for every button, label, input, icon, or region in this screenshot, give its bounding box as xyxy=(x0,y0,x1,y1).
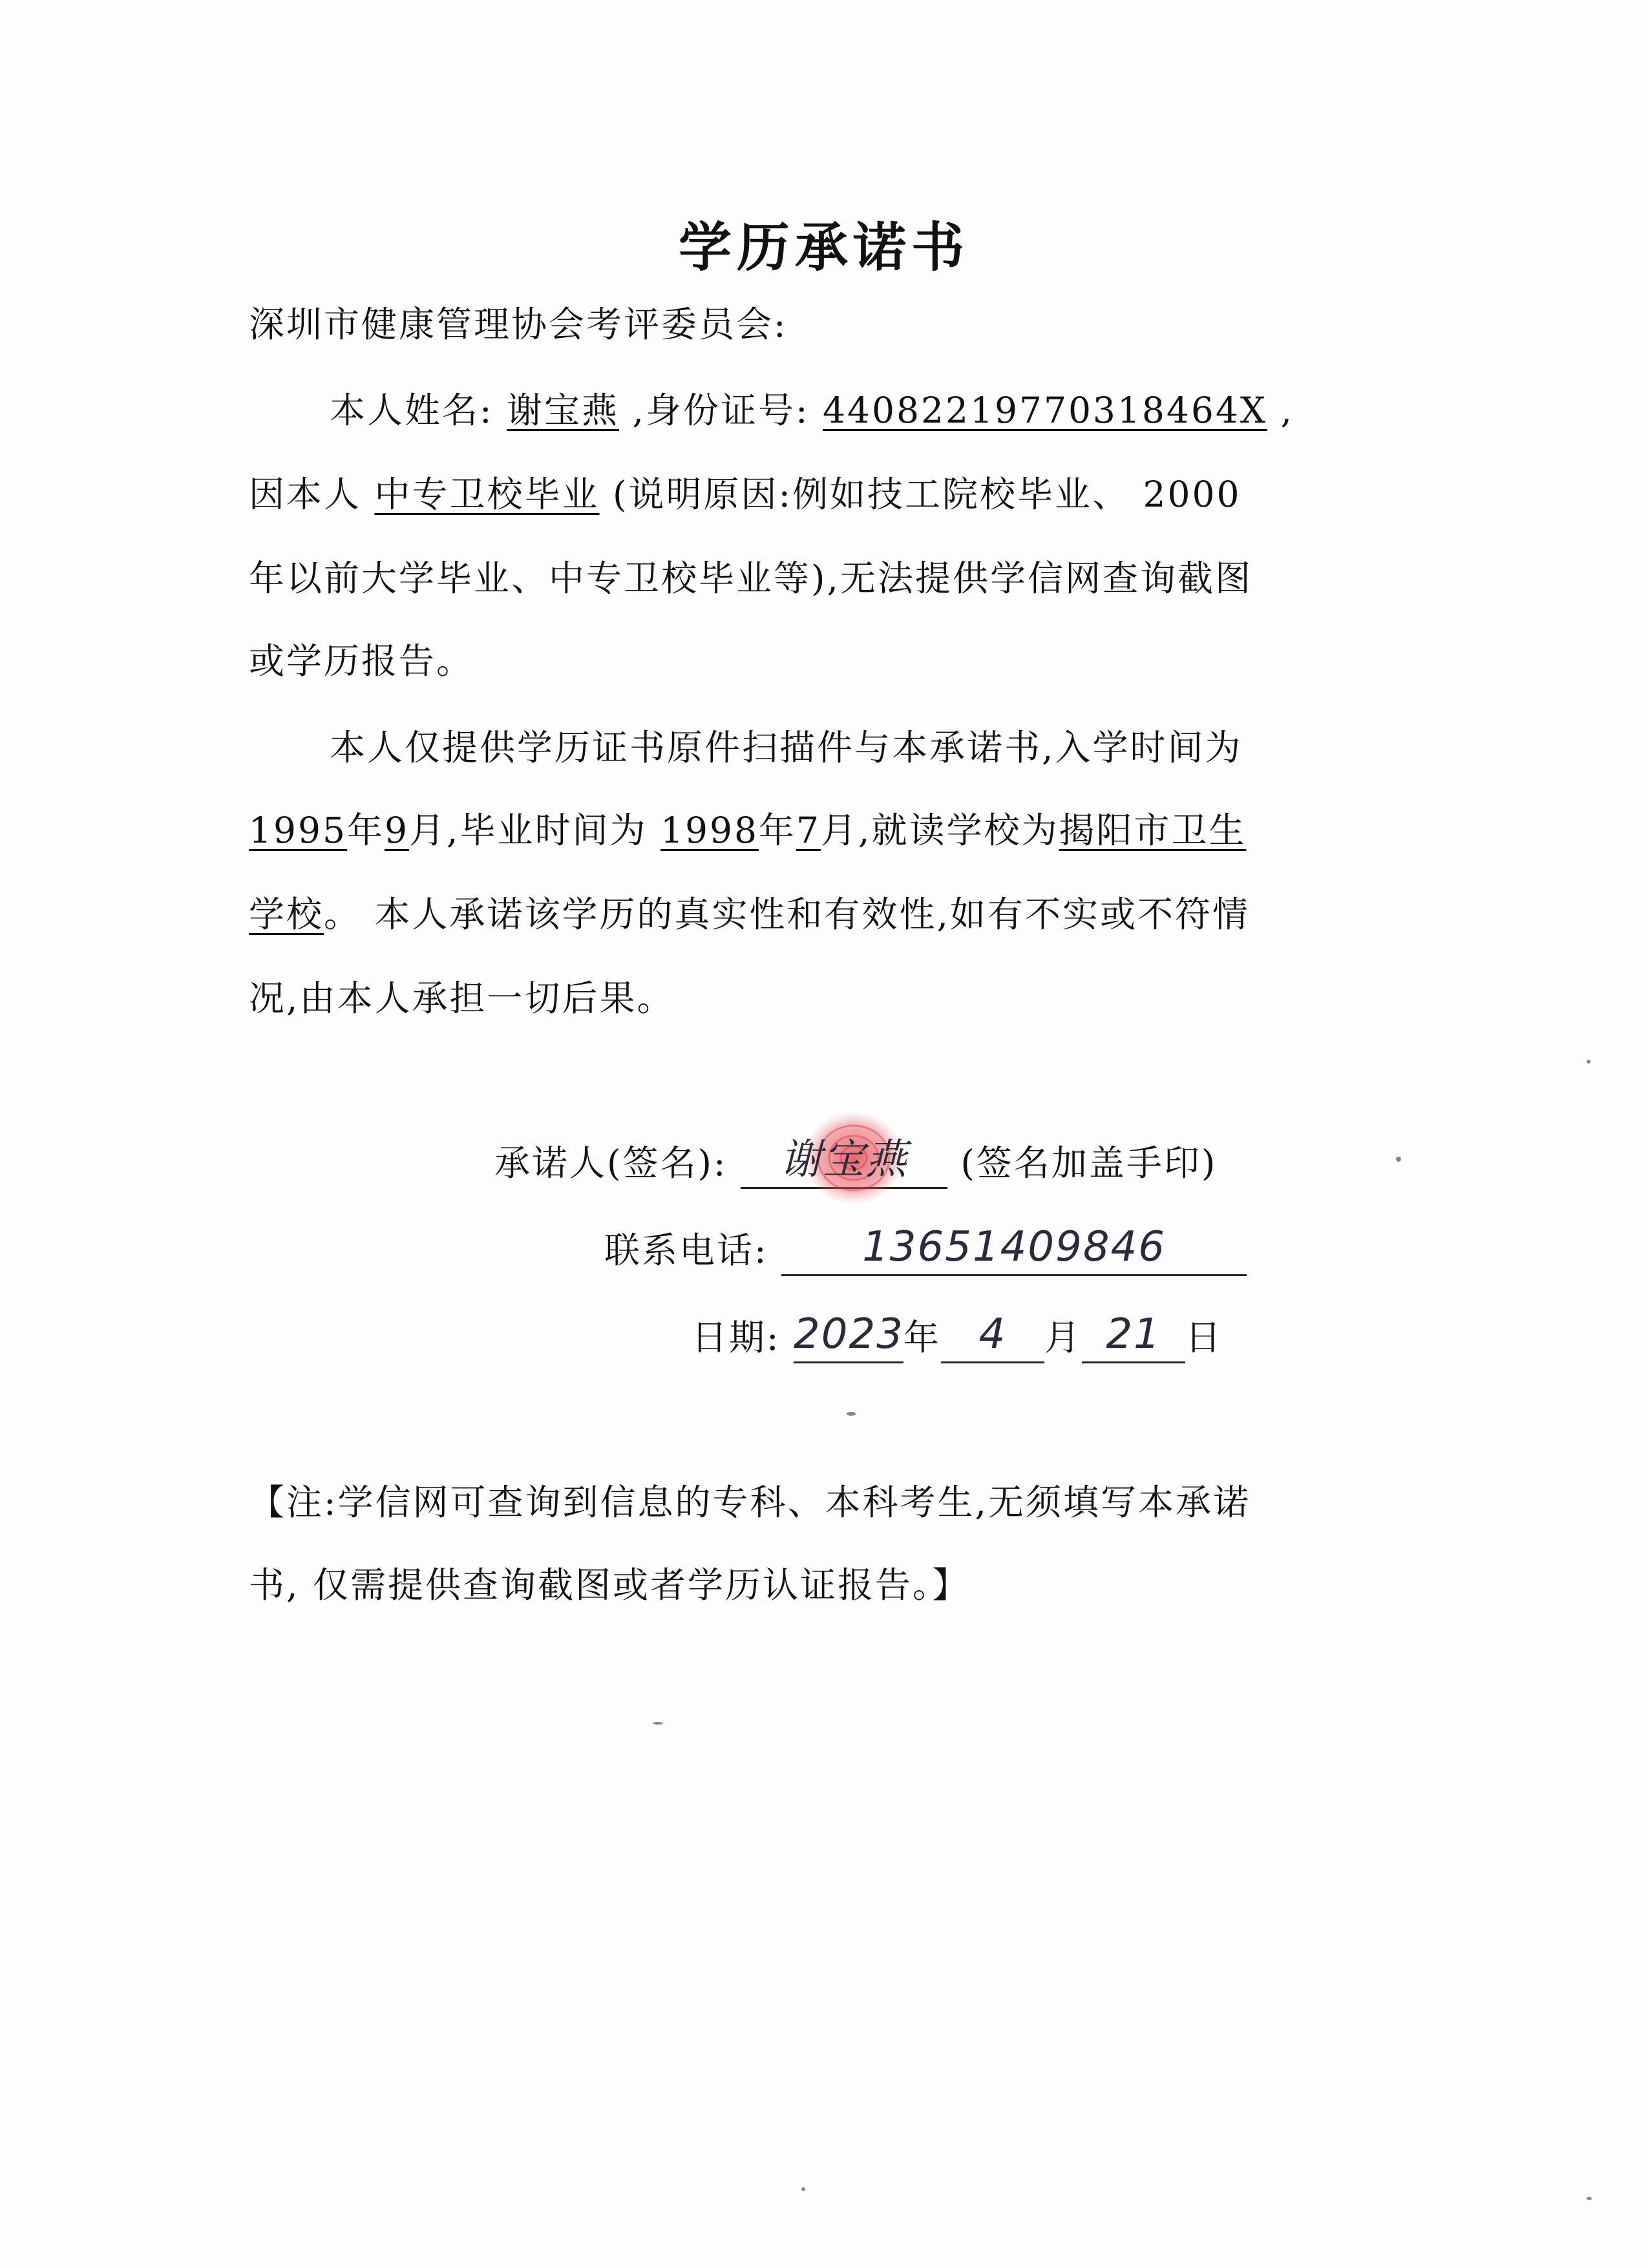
paragraph2-line3 xyxy=(249,888,1250,940)
paragraph2-line1: 本人仅提供学历证书原件扫描件与本承诺书,入学时间为 xyxy=(330,727,1243,768)
signature-row xyxy=(494,1137,1217,1189)
date-row xyxy=(692,1312,1223,1363)
id-number: 44082219770318464X xyxy=(823,390,1268,431)
year-unit: 年 xyxy=(758,810,796,851)
paragraph2-line4: 况,由本人承担一切后果。 xyxy=(249,978,675,1019)
phone-field xyxy=(781,1223,1247,1276)
month-unit: 月 xyxy=(1044,1317,1083,1358)
handwritten-year: 2023 xyxy=(794,1310,904,1358)
scan-speck xyxy=(801,2187,805,2191)
reason-explanation: (说明原因:例如技工院校毕业、 2000 xyxy=(613,474,1241,515)
graduate-year: 1998 xyxy=(660,810,759,851)
date-day-field xyxy=(1082,1310,1185,1363)
footnote-line2: 书, 仅需提供查询截图或者学历认证报告。】 xyxy=(249,1564,970,1606)
name-label: 本人姓名: xyxy=(330,390,494,431)
scan-speck xyxy=(1587,1060,1590,1064)
graduate-label: ,毕业时间为 xyxy=(447,810,648,851)
paragraph1-line4: 或学历报告。 xyxy=(249,640,474,682)
commitment-text: 。 本人承诺该学历的真实性和有效性,如有不实或不符情 xyxy=(324,894,1250,935)
scan-speck xyxy=(653,1722,663,1725)
phone-label: 联系电话: xyxy=(604,1230,768,1271)
scan-speck xyxy=(1396,1157,1401,1162)
paragraph1-line2 xyxy=(249,468,1241,520)
graduate-month: 7 xyxy=(796,810,821,851)
date-month-field xyxy=(941,1310,1044,1363)
year-unit: 年 xyxy=(903,1317,942,1358)
document-title: 学历承诺书 xyxy=(678,217,969,278)
id-label: ,身份证号: xyxy=(632,390,810,431)
punct: , xyxy=(1280,390,1294,431)
handwritten-signature: 谢宝燕 xyxy=(779,1136,908,1184)
enroll-year: 1995 xyxy=(249,810,347,851)
phone-row xyxy=(604,1224,1247,1276)
reason-prefix: 因本人 xyxy=(249,474,362,515)
paragraph1-line3: 年以前大学毕业、中专卫校毕业等),无法提供学信网查询截图 xyxy=(249,558,1252,599)
school-label: 月,就读学校为 xyxy=(820,810,1059,851)
footnote-line1: 【注:学信网可查询到信息的专科、本科考生,无须填写本承诺 xyxy=(249,1482,1251,1523)
signature-label: 承诺人(签名): xyxy=(494,1142,728,1184)
school-name-part1: 揭阳市卫生 xyxy=(1059,810,1247,851)
reason-value: 中专卫校毕业 xyxy=(374,474,600,515)
day-unit: 日 xyxy=(1185,1317,1223,1358)
paragraph1-line1 xyxy=(330,384,1294,436)
scan-speck xyxy=(1587,2197,1592,2200)
school-name-part2: 学校 xyxy=(249,894,324,935)
addressee: 深圳市健康管理协会考评委员会: xyxy=(249,304,788,345)
handwritten-phone: 13651409846 xyxy=(862,1223,1166,1271)
applicant-name: 谢宝燕 xyxy=(507,390,620,431)
signature-field xyxy=(741,1136,947,1189)
scan-speck xyxy=(847,1412,856,1416)
date-label: 日期: xyxy=(692,1317,781,1358)
handwritten-day: 21 xyxy=(1106,1310,1161,1358)
enroll-month: 9 xyxy=(385,810,409,851)
year-unit: 年 xyxy=(346,810,385,851)
date-year-field xyxy=(794,1310,904,1363)
signature-note: (签名加盖手印) xyxy=(960,1142,1218,1184)
month-unit: 月 xyxy=(409,810,447,851)
handwritten-month: 4 xyxy=(978,1310,1007,1358)
paragraph2-line2 xyxy=(249,804,1246,856)
